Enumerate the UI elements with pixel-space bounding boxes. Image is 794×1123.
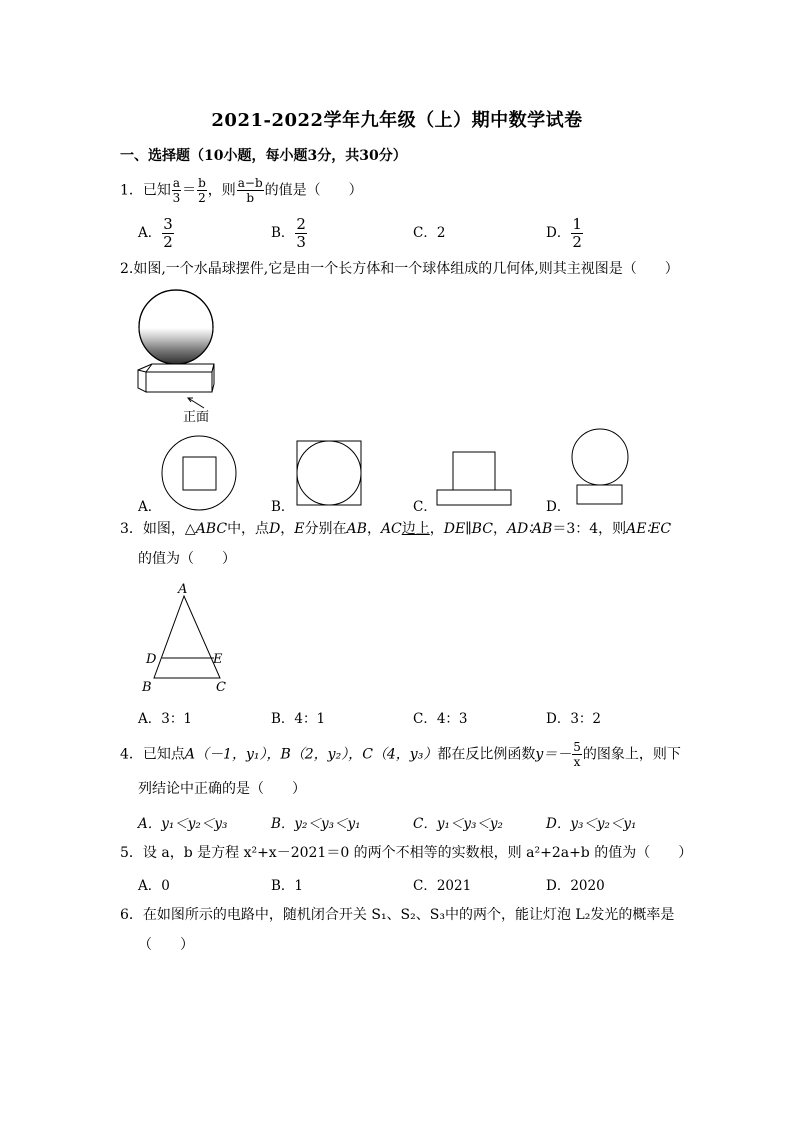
q5-option-a: A．0 — [138, 878, 170, 894]
q1-text-3: 的值是（ ） — [264, 182, 363, 199]
q4-option-a: A．y₁＜y₂＜y₃ — [138, 816, 228, 832]
question-5-text: 5．设 a，b 是方程 x²+x－2021＝0 的两个不相等的实数根，则 a²+2a+b 的值为（ ） — [120, 845, 693, 861]
q1-number: 1． — [120, 182, 143, 199]
triangle-figure — [140, 580, 240, 695]
q2-option-b: B． — [271, 499, 295, 515]
front-label: 正面 — [183, 410, 210, 425]
q3-option-a: A．3：1 — [138, 711, 192, 727]
label-e: E — [213, 652, 223, 667]
label-b: B — [142, 680, 152, 695]
q4-fraction: $\frac{5}{x}$ — [573, 740, 581, 769]
q4-option-b: B．y₂＜y₃＜y₁ — [271, 816, 361, 832]
question-3-line-1: 3．如图，△ABC中，点D，E分别在AB，AC边上，DE∥BC，AD∶AB＝3：4，则AE∶EC — [120, 521, 672, 537]
q2-option-b-figure — [296, 440, 366, 510]
q3-option-d: D．3：2 — [546, 711, 602, 727]
question-2-text: 2.如图,一个水晶球摆件,它是由一个长方体和一个球体组成的几何体,则其主视图是（ ） — [120, 261, 679, 277]
question-4-line-1: 4．已知点A（－1，y₁），B（2，y₂），C（4，y₃）都在反比例函数y＝－ $\frac{5}{x}$ 的图象上，则下 — [120, 740, 681, 769]
q1-equals: ＝ — [182, 182, 197, 199]
q4-option-c: C．y₁＜y₃＜y₂ — [413, 816, 503, 832]
q5-option-c: C．2021 — [413, 878, 472, 894]
question-4-line-2: 列结论中正确的是（ ） — [138, 781, 306, 797]
label-a: A — [178, 582, 188, 597]
q2-option-d-figure — [568, 428, 638, 508]
q1-fraction-1: $\frac{a}{3}$ — [172, 176, 181, 205]
question-6-line-2: （ ） — [138, 937, 194, 953]
q2-option-d: D． — [546, 499, 571, 515]
section-heading: 一、选择题（10小题，每小题3分，共30分） — [120, 148, 407, 164]
question-3-line-2: 的值为（ ） — [138, 551, 236, 567]
q1-fraction-2: $\frac{b}{2}$ — [198, 176, 206, 205]
label-c: C — [216, 680, 226, 695]
q1-option-c: C．2 — [413, 225, 446, 241]
q4-option-d: D．y₃＜y₂＜y₁ — [546, 816, 637, 832]
q2-option-a: A． — [138, 499, 162, 515]
q1-text-2: ，则 — [207, 182, 236, 199]
page-title: 2021-2022学年九年级（上）期中数学试卷 — [211, 110, 583, 131]
q3-option-b: B．4：1 — [271, 711, 326, 727]
q3-option-c: C．4：3 — [413, 711, 468, 727]
q5-option-b: B．1 — [271, 878, 304, 894]
q1-option-a: A． $\frac{3}{2}$ — [138, 215, 173, 251]
q2-option-a-figure — [160, 430, 240, 510]
label-d: D — [146, 652, 157, 667]
q1-option-b: B． $\frac{2}{3}$ — [271, 215, 306, 251]
q1-fraction-3: $\frac{a-b}{b}$ — [237, 176, 263, 205]
q2-option-c-figure — [436, 450, 516, 510]
q2-option-c: C． — [413, 499, 437, 515]
q5-option-d: D．2020 — [546, 878, 605, 894]
crystal-ball-figure — [130, 288, 230, 428]
question-6-line-1: 6．在如图所示的电路中，随机闭合开关 S₁、S₂、S₃中的两个，能让灯泡 L₂发光的概率是 — [120, 907, 675, 923]
q1-option-d: D． $\frac{1}{2}$ — [546, 215, 582, 251]
question-1 — [120, 176, 363, 205]
q1-text-1: 已知 — [142, 182, 171, 199]
